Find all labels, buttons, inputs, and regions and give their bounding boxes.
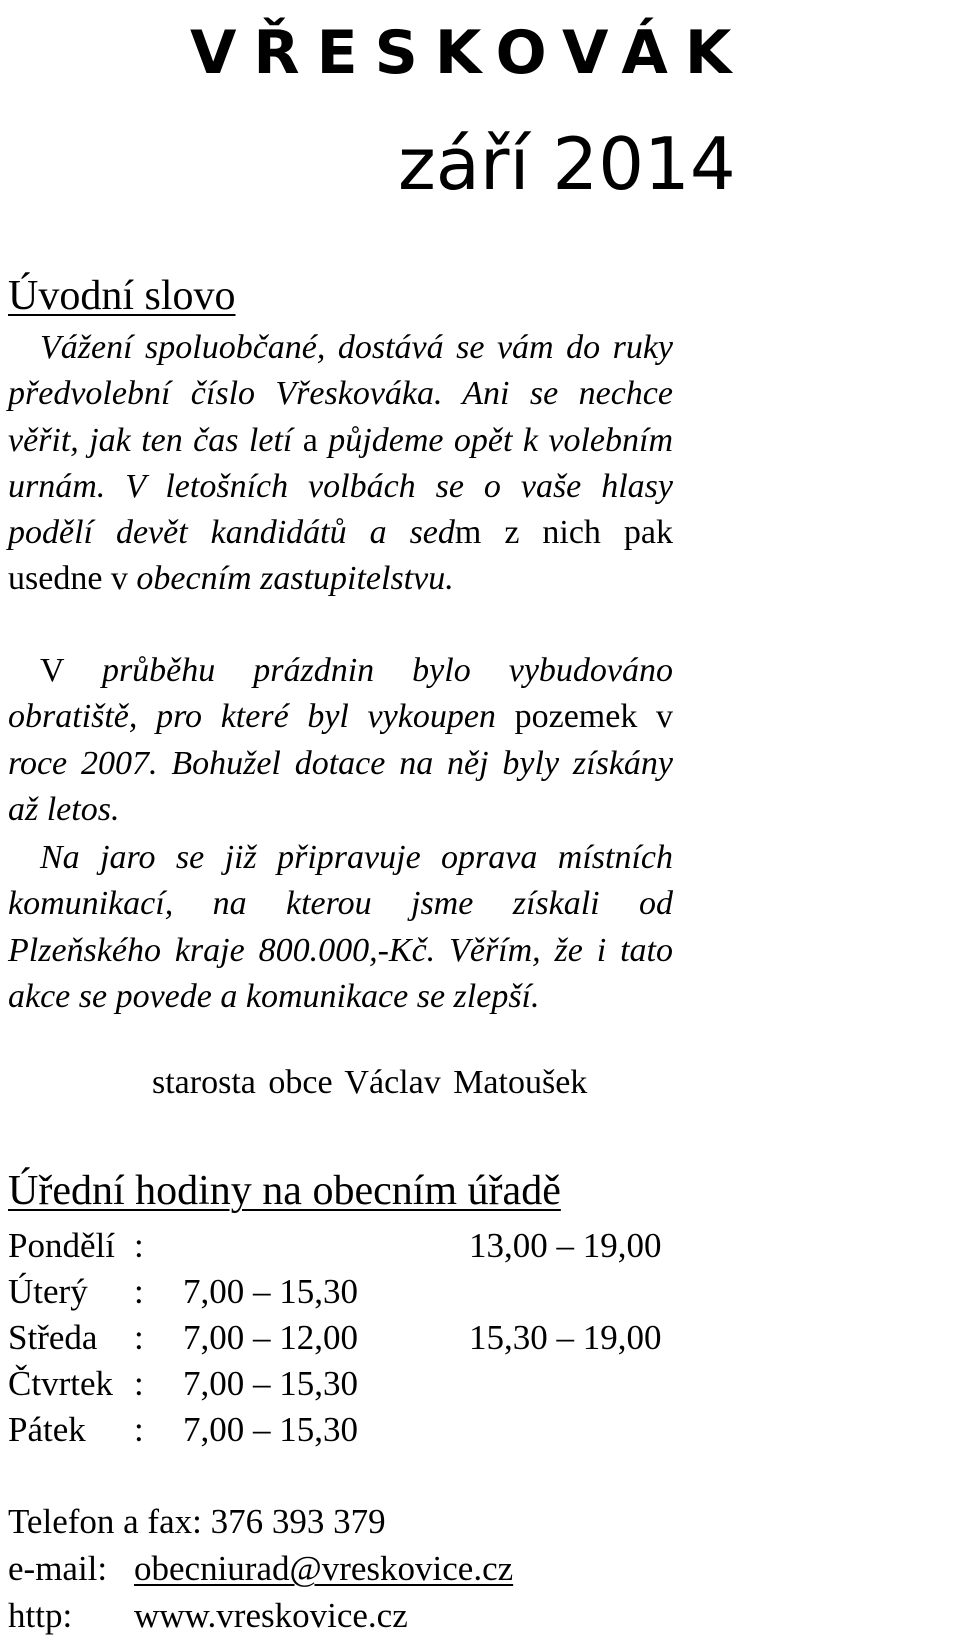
day-colon: :: [134, 1410, 144, 1449]
phone-number: 376 393 379: [210, 1502, 386, 1541]
day-colon: :: [134, 1272, 144, 1311]
intro-p2-text-c: pozemek v: [514, 698, 674, 736]
day-colon: :: [134, 1226, 144, 1265]
hours-row-monday: [8, 1223, 708, 1269]
intro-p2-text-a: V: [40, 652, 102, 689]
hours-second: 15,30 – 19,00: [469, 1318, 662, 1357]
hours-first: 7,00 – 15,30: [183, 1410, 358, 1449]
hours-row-thursday: [8, 1361, 708, 1407]
day-label: Úterý: [8, 1272, 88, 1311]
hours-row-wednesday: [8, 1315, 708, 1361]
day-colon: :: [134, 1364, 144, 1403]
intro-p1-text-a: Vážení spoluobčané, dostává se vám do ruky předvolební číslo Vřeskováka. Ani se nechce věřit, jak ten čas letí: [8, 329, 673, 459]
intro-heading: Úvodní slovo: [8, 273, 236, 319]
intro-p1-text-c: půjdeme opět k volebním urnám.: [8, 421, 674, 505]
hours-first: 7,00 – 12,00: [183, 1318, 358, 1357]
day-label: Pondělí: [8, 1226, 115, 1265]
intro-paragraph-2: [8, 648, 673, 833]
email-label: e-mail:: [8, 1549, 108, 1588]
phone-label: Telefon a fax:: [8, 1502, 202, 1541]
email-link[interactable]: obecniurad@vreskovice.cz: [134, 1549, 514, 1588]
newsletter-title: VŘESKOVÁK: [190, 18, 749, 88]
hours-first: 7,00 – 15,30: [183, 1364, 358, 1403]
day-colon: :: [134, 1318, 144, 1357]
contact-email: [8, 1545, 708, 1592]
hours-second: 13,00 – 19,00: [469, 1226, 662, 1265]
contact-block: [8, 1498, 708, 1639]
contact-web: [8, 1592, 708, 1639]
office-hours-heading: Úřední hodiny na obecním úřadě: [8, 1168, 561, 1214]
intro-p1-text-f: obecním zastupitelstvu.: [136, 560, 454, 598]
signature: starosta obce Václav Matoušek: [152, 1064, 588, 1101]
intro-p2-text-d: roce 2007. Bohužel dotace na něj byly získány až letos.: [8, 744, 673, 828]
hours-row-tuesday: [8, 1269, 708, 1315]
intro-paragraph-1: [8, 325, 673, 603]
web-label: http:: [8, 1596, 73, 1635]
issue-date: září 2014: [398, 122, 736, 206]
intro-p1-text-b: a: [292, 421, 329, 459]
office-hours-table: [8, 1223, 708, 1453]
intro-p3-text: Na jaro se již připravuje oprava místních komunikací, na kterou jsme získali od Plzeňského kraje 800.000,-Kč. Věřím, že i tato akce se povede a komunikace se zlepší.: [8, 839, 673, 1015]
hours-first: 7,00 – 15,30: [183, 1272, 358, 1311]
intro-p1-text-e: m z nich pak usedne v: [8, 514, 673, 598]
website-link[interactable]: www.vreskovice.cz: [134, 1596, 408, 1635]
day-label: Středa: [8, 1318, 98, 1357]
intro-p1-text-d: V letošních volbách se o vaše hlasy podělí devět kandidátů a sed: [8, 467, 673, 552]
contact-phone: [8, 1498, 708, 1545]
day-label: Čtvrtek: [8, 1364, 113, 1403]
hours-row-friday: [8, 1407, 708, 1453]
intro-p2-text-b: průběhu prázdnin bylo vybudováno obratiště, pro které byl vykoupen: [8, 652, 673, 736]
intro-paragraph-3: [8, 835, 673, 1020]
day-label: Pátek: [8, 1410, 86, 1449]
